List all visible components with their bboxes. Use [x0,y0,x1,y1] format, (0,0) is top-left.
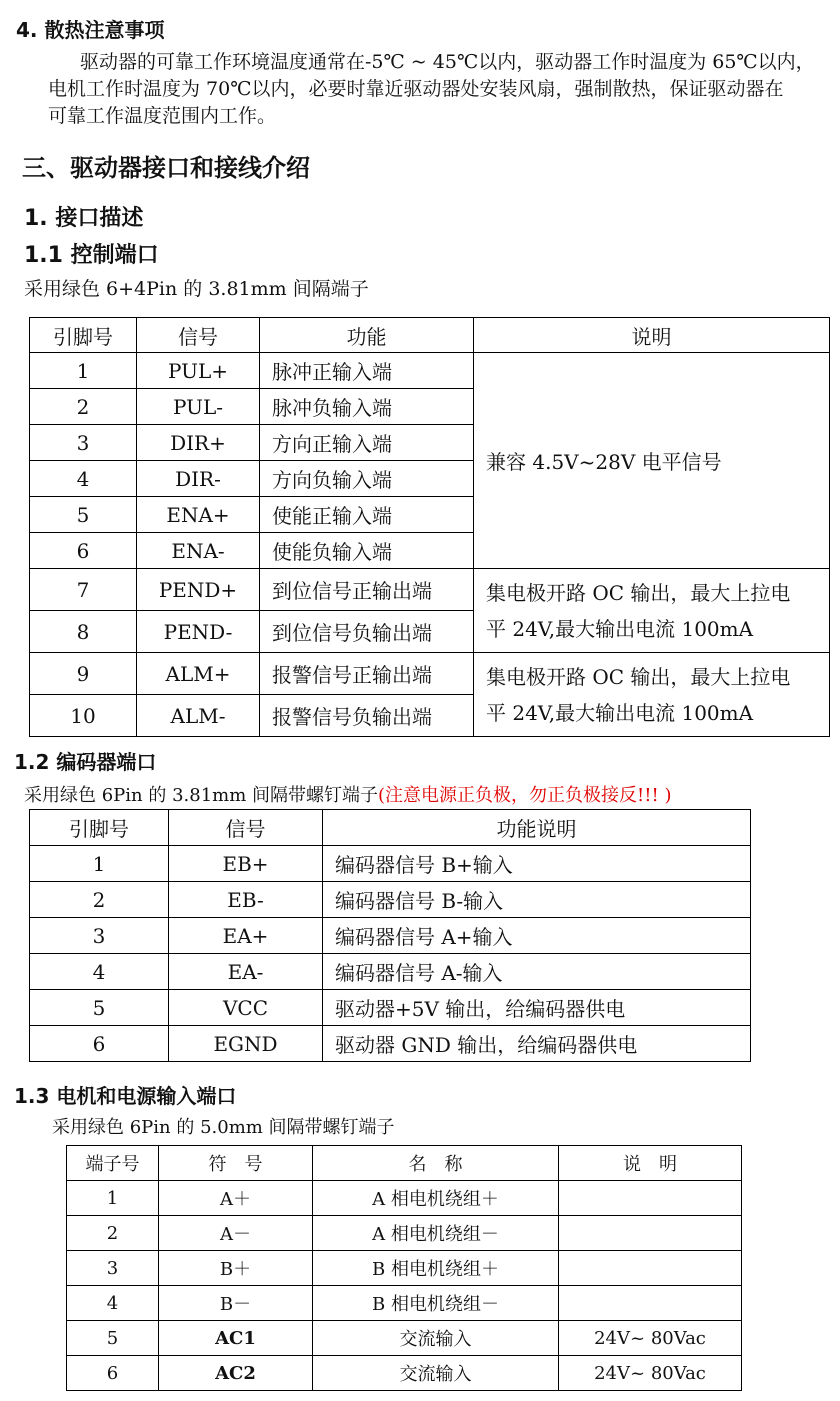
note-line: 平 24V,最大输出电流 100mA [486,700,754,725]
section-title-text: 编码器端口 [49,750,157,774]
pin-cell: 1 [30,846,169,882]
note-cell [559,1216,742,1251]
header-pin: 引脚号 [30,810,169,846]
header-note: 说明 [474,318,830,353]
pin-cell: 5 [30,990,169,1026]
pin-cell: 5 [30,497,137,533]
function-cell: 脉冲正输入端 [260,353,474,389]
pin-cell: 4 [30,954,169,990]
paragraph-line: 可靠工作温度范围内工作。 [48,105,277,127]
table-row [30,846,751,882]
terminal-cell: 2 [67,1216,159,1251]
desc-text: 采用绿色 6Pin 的 3.81mm 间隔带螺钉端子 [24,785,379,806]
symbol-cell: A＋ [159,1181,313,1216]
pin-cell: 10 [30,695,137,737]
signal-cell: EB+ [169,846,323,882]
pin-cell: 2 [30,389,137,425]
note-cell [559,1181,742,1216]
terminal-cell: 4 [67,1286,159,1321]
pin-cell: 4 [30,461,137,497]
signal-cell: PUL- [137,389,260,425]
name-cell: A 相电机绕组－ [313,1216,559,1251]
note-cell: 兼容 4.5V~28V 电平信号 [474,353,830,569]
chapter-title: 三、驱动器接口和接线介绍 [22,154,310,182]
function-cell: 驱动器 GND 输出，给编码器供电 [323,1026,751,1062]
pin-cell: 3 [30,425,137,461]
header-function: 功能 [260,318,474,353]
signal-cell: EGND [169,1026,323,1062]
table-row [30,882,751,918]
table-row [67,1251,742,1286]
function-cell: 报警信号正输出端 [260,653,474,695]
control-port-table [29,317,830,737]
table-row [67,1286,742,1321]
table-header-row [30,810,751,846]
function-cell: 驱动器+5V 输出，给编码器供电 [323,990,751,1026]
table-row [67,1321,742,1356]
terminal-cell: 3 [67,1251,159,1286]
symbol-cell: AC2 [159,1356,313,1391]
header-signal: 信号 [137,318,260,353]
table-row [30,918,751,954]
terminal-cell: 6 [67,1356,159,1391]
encoder-port-title [14,746,156,775]
function-cell: 方向负输入端 [260,461,474,497]
section-title-text: 3 电机和电源输入端口 [35,1084,237,1108]
note-cell: 24V~ 80Vac [559,1356,742,1391]
note-cell [474,653,830,737]
pin-cell: 7 [30,569,137,611]
symbol-cell: A－ [159,1216,313,1251]
signal-cell: VCC [169,990,323,1026]
symbol-cell: B＋ [159,1251,313,1286]
function-cell: 报警信号负输出端 [260,695,474,737]
name-cell: B 相电机绕组＋ [313,1251,559,1286]
signal-cell: DIR- [137,461,260,497]
signal-cell: ENA- [137,533,260,569]
header-note: 说 明 [559,1146,742,1181]
signal-cell: ALM+ [137,653,260,695]
signal-cell: ENA+ [137,497,260,533]
signal-cell: EA- [169,954,323,990]
table-row [30,954,751,990]
note-cell [559,1251,742,1286]
table-row [30,990,751,1026]
control-port-desc: 采用绿色 6+4Pin 的 3.81mm 间隔端子 [24,278,369,300]
function-cell: 使能正输入端 [260,497,474,533]
pin-cell: 6 [30,1026,169,1062]
pin-cell: 9 [30,653,137,695]
table-row [67,1216,742,1251]
function-cell: 编码器信号 B+输入 [323,846,751,882]
power-port-table [66,1145,742,1391]
header-pin: 引脚号 [30,318,137,353]
signal-cell: ALM- [137,695,260,737]
signal-cell: DIR+ [137,425,260,461]
note-line: 集电极开路 OC 输出，最大上拉电 [486,664,791,689]
section-number: 1. [14,1084,36,1108]
polarity-warning: (注意电源正负极，勿正负极接反!!! ) [378,785,672,806]
pin-cell: 8 [30,611,137,653]
function-cell: 到位信号负输出端 [260,611,474,653]
name-cell: 交流输入 [313,1356,559,1391]
name-cell: 交流输入 [313,1321,559,1356]
pin-cell: 1 [30,353,137,389]
table-row [67,1356,742,1391]
section-number: 1.2 [14,750,50,774]
paragraph-line: 电机工作时温度为 70℃以内，必要时靠近驱动器处安装风扇，强制散热，保证驱动器在 [48,78,784,100]
header-signal: 信号 [169,810,323,846]
function-cell: 方向正输入端 [260,425,474,461]
signal-cell: PUL+ [137,353,260,389]
control-port-title: 1.1 控制端口 [24,243,159,268]
note-cell [474,569,830,653]
function-cell: 编码器信号 A+输入 [323,918,751,954]
function-cell: 使能负输入端 [260,533,474,569]
pin-cell: 3 [30,918,169,954]
header-name: 名 称 [313,1146,559,1181]
function-cell: 脉冲负输入端 [260,389,474,425]
table-row [30,653,830,695]
note-line: 平 24V,最大输出电流 100mA [486,616,754,641]
signal-cell: PEND+ [137,569,260,611]
symbol-cell: AC1 [159,1321,313,1356]
table-row [30,353,830,389]
signal-cell: EB- [169,882,323,918]
paragraph-line: 驱动器的可靠工作环境温度通常在-5℃ ~ 45℃以内，驱动器工作时温度为 65℃以内， [80,51,815,73]
power-port-desc: 采用绿色 6Pin 的 5.0mm 间隔带螺钉端子 [52,1117,395,1138]
terminal-cell: 5 [67,1321,159,1356]
signal-cell: EA+ [169,918,323,954]
note-cell: 24V~ 80Vac [559,1321,742,1356]
encoder-port-desc [24,781,671,807]
encoder-port-table [29,809,751,1062]
table-header-row [67,1146,742,1181]
note-line: 集电极开路 OC 输出，最大上拉电 [486,580,791,605]
name-cell: A 相电机绕组＋ [313,1181,559,1216]
pin-cell: 6 [30,533,137,569]
table-header-row [30,318,830,353]
header-symbol: 符 号 [159,1146,313,1181]
function-cell: 编码器信号 A-输入 [323,954,751,990]
power-port-title [14,1080,236,1109]
table-row [30,1026,751,1062]
pin-cell: 2 [30,882,169,918]
section-4-title: 4. 散热注意事项 [16,18,165,42]
signal-cell: PEND- [137,611,260,653]
symbol-cell: B－ [159,1286,313,1321]
header-terminal: 端子号 [67,1146,159,1181]
function-cell: 编码器信号 B-输入 [323,882,751,918]
terminal-cell: 1 [67,1181,159,1216]
table-row [30,569,830,611]
table-row [67,1181,742,1216]
interface-title: 1. 接口描述 [24,206,144,231]
note-cell [559,1286,742,1321]
header-function: 功能说明 [323,810,751,846]
function-cell: 到位信号正输出端 [260,569,474,611]
name-cell: B 相电机绕组－ [313,1286,559,1321]
